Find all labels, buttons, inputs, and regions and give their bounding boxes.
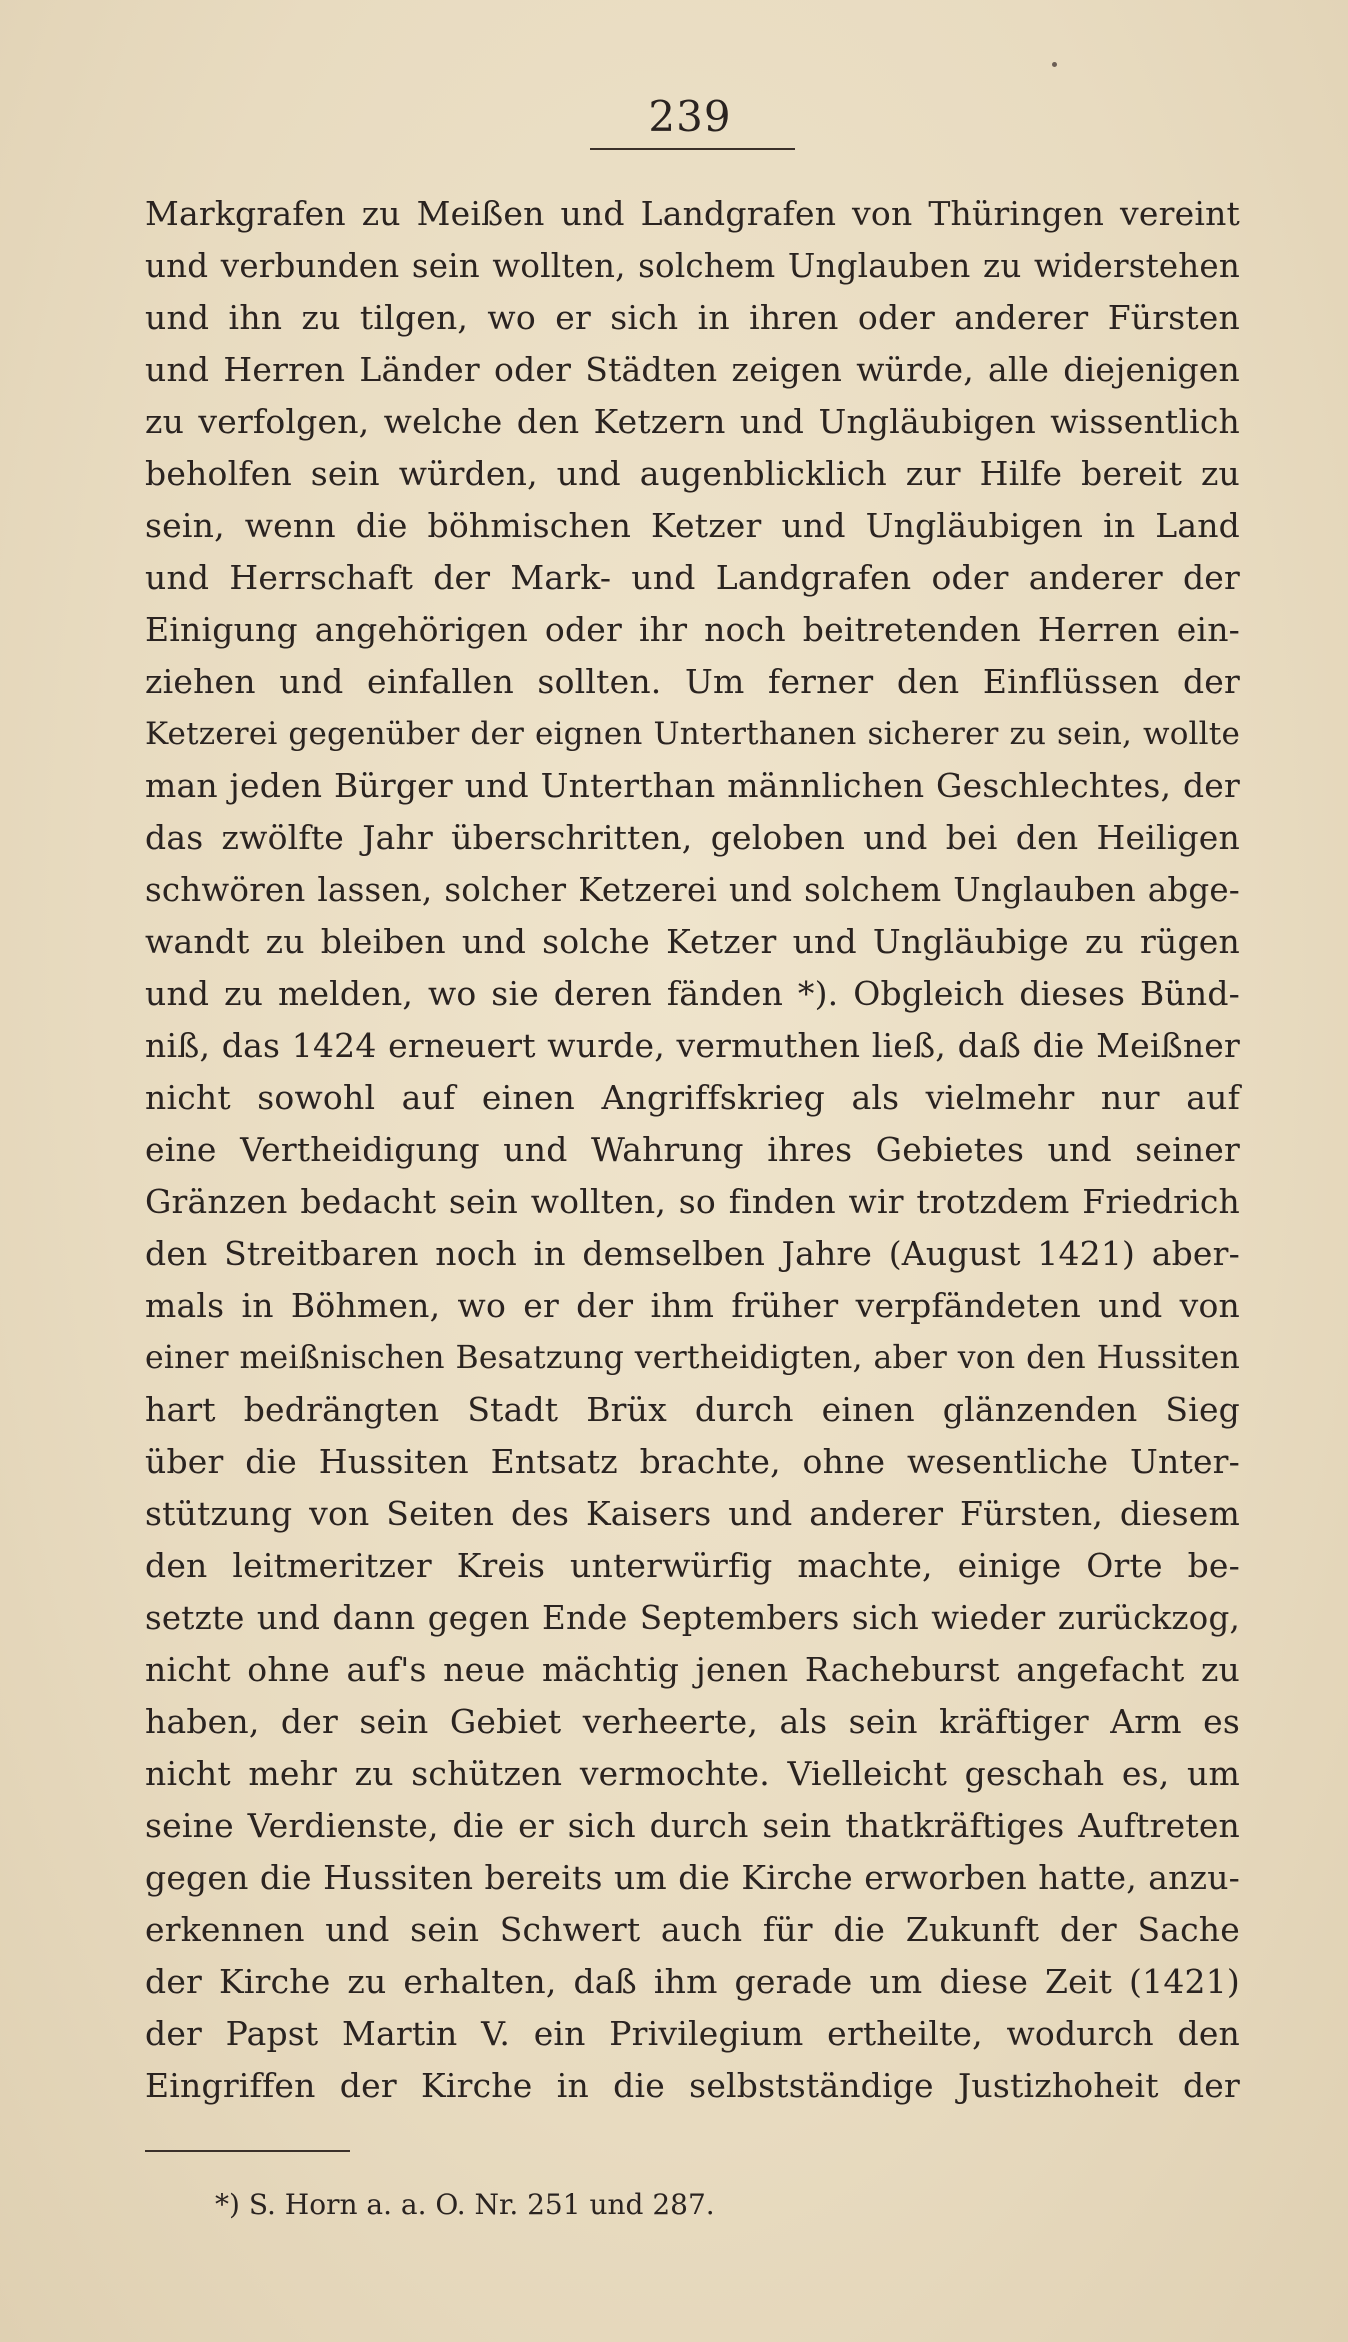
text-line: niß, das 1424 erneuert wurde, vermuthen ließ, daß die Meißner xyxy=(145,1026,1240,1065)
text-line: nicht ohne auf's neue mächtig jenen Racheburst angefacht zu xyxy=(145,1650,1240,1689)
text-line: setzte und dann gegen Ende Septembers sich wieder zurückzog, xyxy=(145,1599,1240,1637)
text-line: ziehen und einfallen sollten. Um ferner den Einflüssen der xyxy=(145,662,1240,701)
text-line: den leitmeritzer Kreis unterwürfig machte, einige Orte be- xyxy=(145,1546,1240,1585)
text-line: der Kirche zu erhalten, daß ihm gerade um diese Zeit (1421) xyxy=(145,1962,1240,2001)
text-line: Gränzen bedacht sein wollten, so finden wir trotzdem Friedrich xyxy=(145,1182,1240,1221)
text-line: über die Hussiten Entsatz brachte, ohne wesentliche Unter- xyxy=(145,1442,1240,1481)
text-line: zu verfolgen, welche den Ketzern und Ungläubigen wissentlich xyxy=(145,402,1240,441)
footnote-rule xyxy=(145,2150,350,2152)
text-line: das zwölfte Jahr überschritten, geloben und bei den Heiligen xyxy=(145,818,1240,857)
text-line: nicht mehr zu schützen vermochte. Vielleicht geschah es, um xyxy=(145,1754,1240,1793)
body-text xyxy=(145,188,1240,2112)
footnote: *) S. Horn a. a. O. Nr. 251 und 287. xyxy=(215,2188,715,2221)
text-line: und ihn zu tilgen, wo er sich in ihren oder anderer Fürsten xyxy=(145,298,1240,337)
text-line: erkennen und sein Schwert auch für die Zukunft der Sache xyxy=(145,1910,1240,1949)
text-line: stützung von Seiten des Kaisers und anderer Fürsten, diesem xyxy=(145,1494,1240,1533)
text-line: und zu melden, wo sie deren fänden *). Obgleich dieses Bünd- xyxy=(145,974,1240,1013)
text-line: gegen die Hussiten bereits um die Kirche erworben hatte, anzu- xyxy=(145,1858,1240,1897)
ink-speck xyxy=(1052,62,1057,67)
text-line: wandt zu bleiben und solche Ketzer und Ungläubige zu rügen xyxy=(145,922,1240,961)
text-line: man jeden Bürger und Unterthan männlichen Geschlechtes, der xyxy=(145,766,1240,805)
page-number: 239 xyxy=(648,92,732,141)
text-line: und Herrschaft der Mark- und Landgrafen oder anderer der xyxy=(145,558,1240,597)
text-line: mals in Böhmen, wo er der ihm früher verpfändeten und von xyxy=(145,1286,1240,1325)
text-line: eine Vertheidigung und Wahrung ihres Gebietes und seiner xyxy=(145,1130,1240,1169)
text-line: Ketzerei gegenüber der eignen Unterthanen sicherer zu sein, wollte xyxy=(145,716,1240,752)
header-rule xyxy=(590,148,795,150)
text-line: und Herren Länder oder Städten zeigen würde, alle diejenigen xyxy=(145,350,1240,389)
text-line: und verbunden sein wollten, solchem Unglauben zu widerstehen xyxy=(145,247,1240,285)
text-line: beholfen sein würden, und augenblicklich zur Hilfe bereit zu xyxy=(145,454,1240,493)
text-line: seine Verdienste, die er sich durch sein thatkräftiges Auftreten xyxy=(145,1806,1240,1845)
text-line: haben, der sein Gebiet verheerte, als sein kräftiger Arm es xyxy=(145,1702,1240,1741)
text-line: Einigung angehörigen oder ihr noch beitretenden Herren ein- xyxy=(145,610,1240,649)
text-line: Eingriffen der Kirche in die selbstständige Justizhoheit der xyxy=(145,2066,1240,2105)
text-line: den Streitbaren noch in demselben Jahre (August 1421) aber- xyxy=(145,1234,1240,1273)
text-line: nicht sowohl auf einen Angriffskrieg als vielmehr nur auf xyxy=(145,1078,1240,1117)
text-line: einer meißnischen Besatzung vertheidigten, aber von den Hussiten xyxy=(145,1340,1240,1376)
text-line: schwören lassen, solcher Ketzerei und solchem Unglauben abge- xyxy=(145,871,1240,909)
text-line: Markgrafen zu Meißen und Landgrafen von Thüringen vereint xyxy=(145,194,1240,233)
text-line: der Papst Martin V. ein Privilegium ertheilte, wodurch den xyxy=(145,2014,1240,2053)
text-line: sein, wenn die böhmischen Ketzer und Ungläubigen in Land xyxy=(145,506,1240,545)
text-line: hart bedrängten Stadt Brüx durch einen glänzenden Sieg xyxy=(145,1390,1240,1429)
